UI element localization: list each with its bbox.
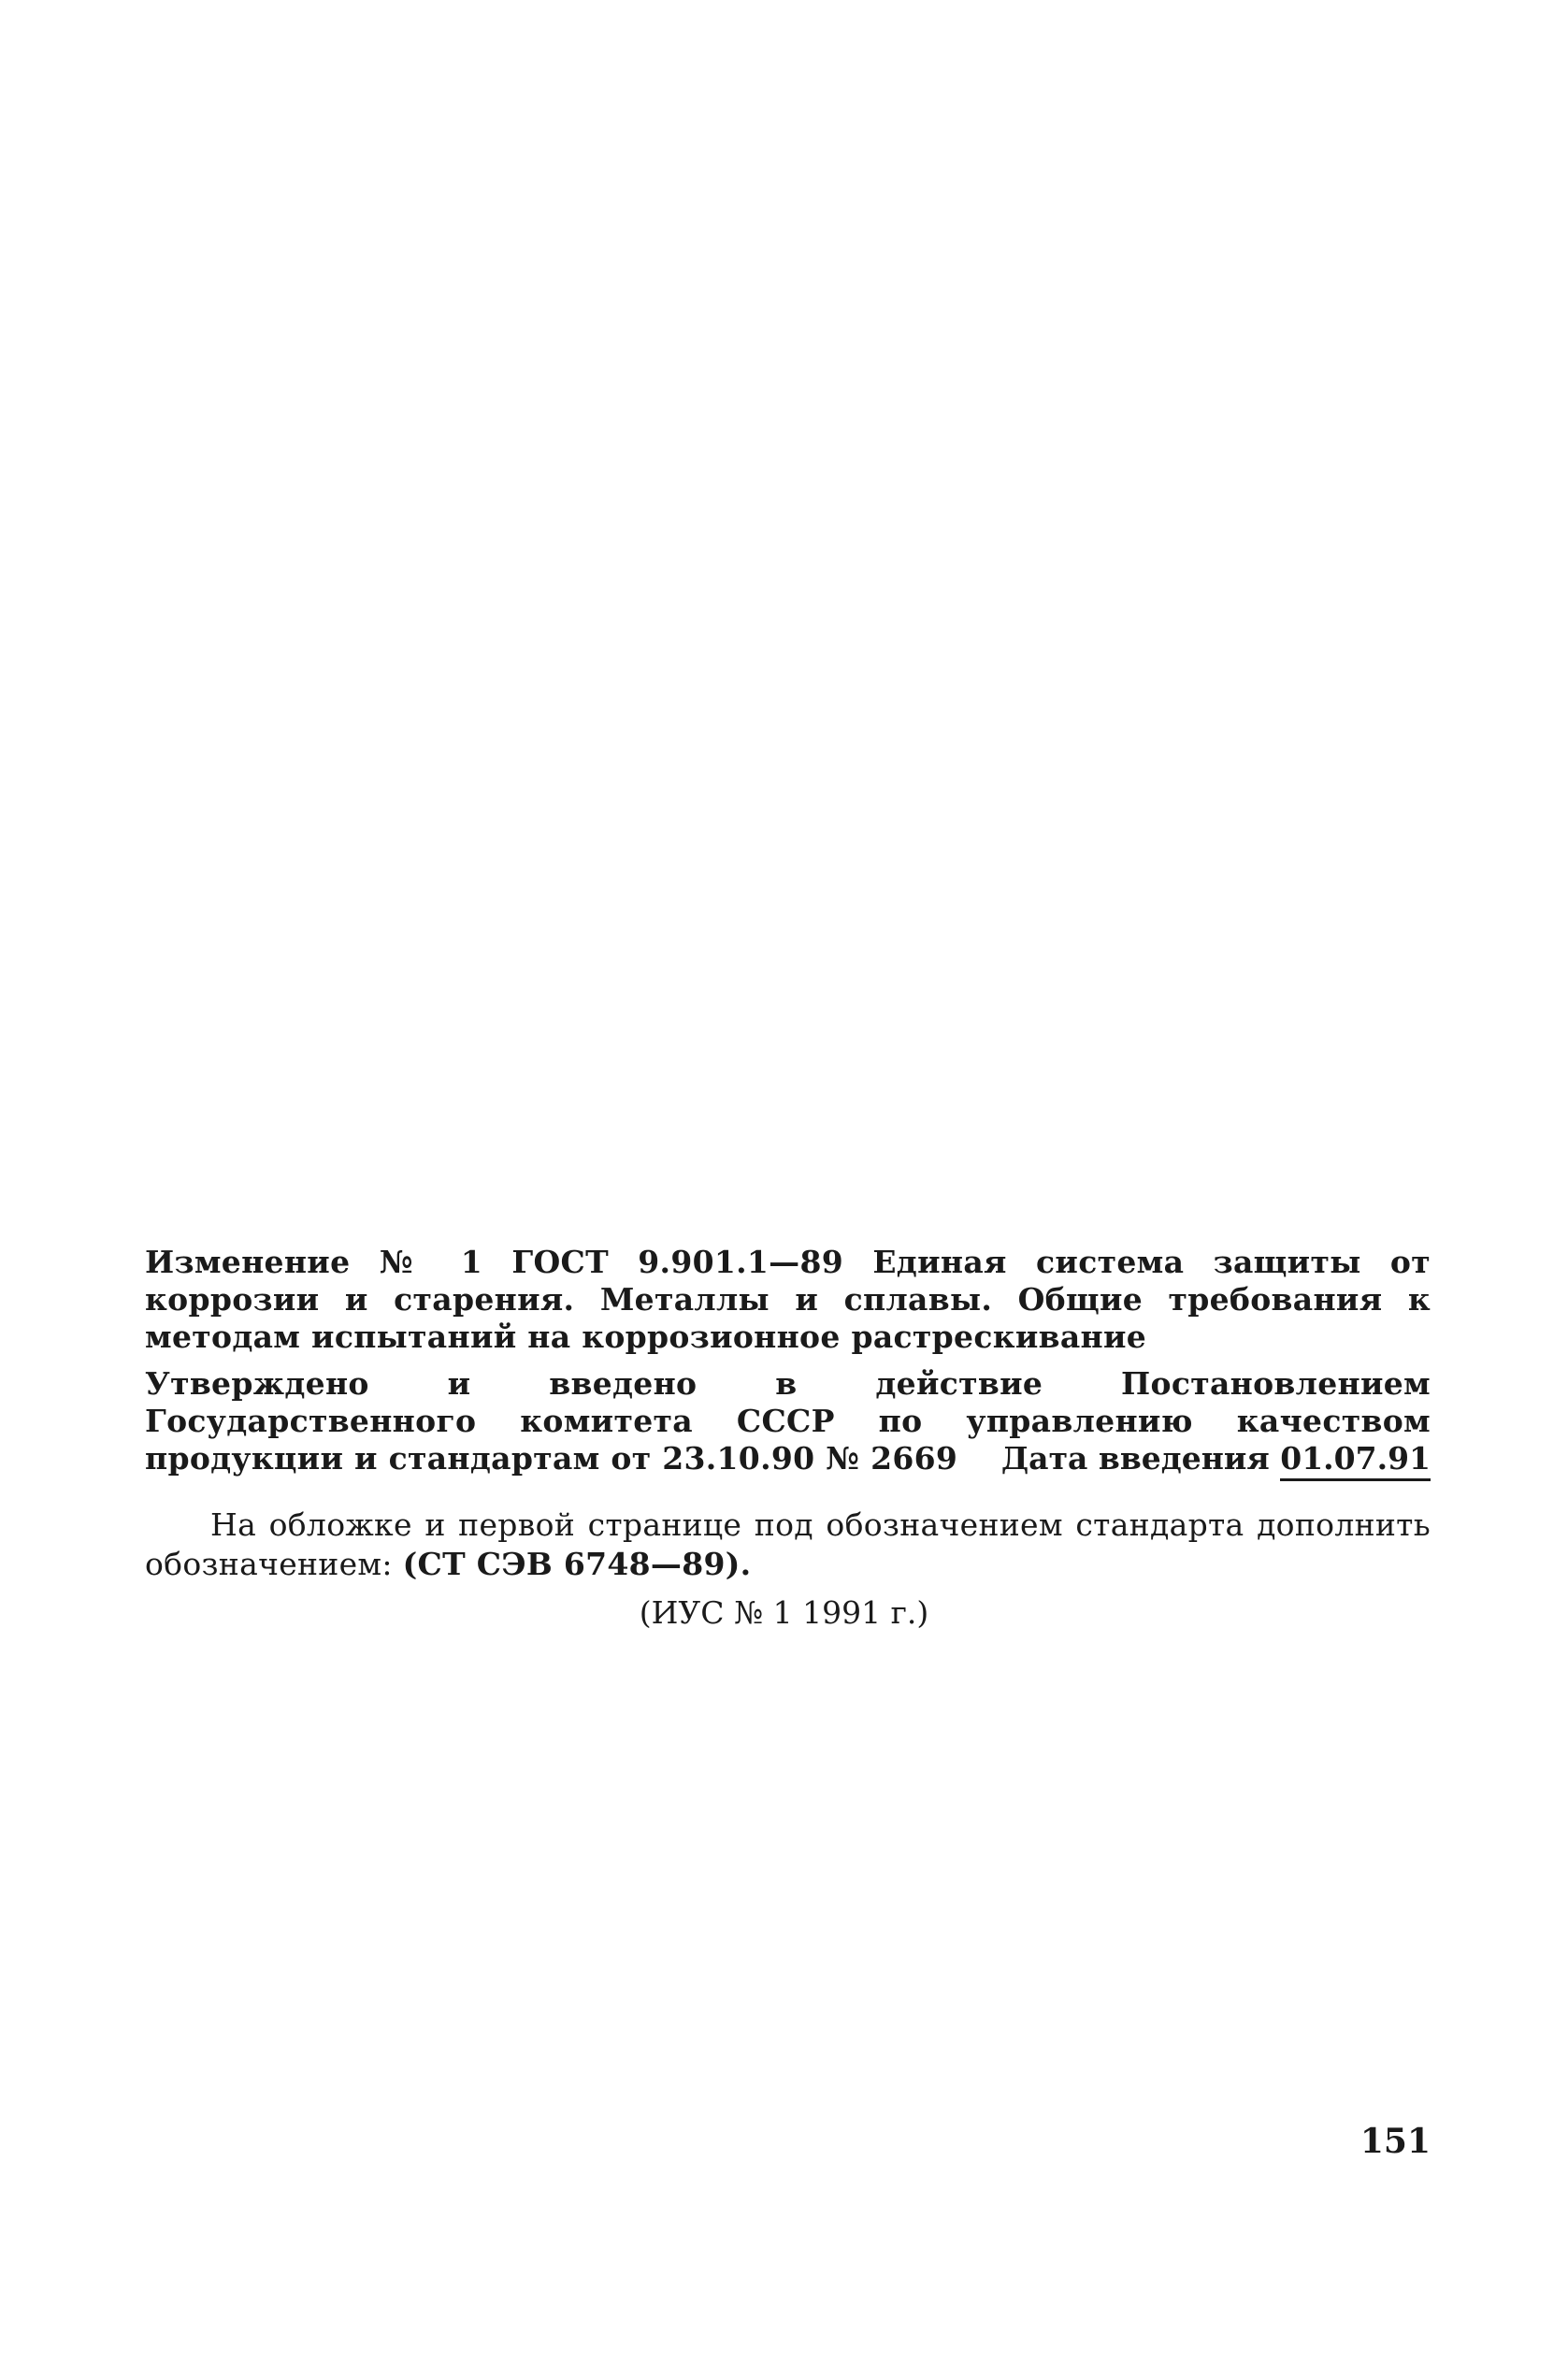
amendment-body-text: На обложке и первой странице под обозначением стандарта дополнить обозначением: [145, 1506, 1431, 1582]
page-number: 151 [1359, 2122, 1431, 2161]
amendment-heading: Изменение № 1 ГОСТ 9.901.1—89 Единая система защиты от коррозии и старения. Металлы и сплавы. Общие требования к методам испытаний на коррозионное растрескивание [145, 1244, 1431, 1355]
introduction-date [1001, 1440, 1431, 1477]
amendment-body [145, 1506, 1431, 1584]
introduction-date-value: 01.07.91 [1280, 1440, 1431, 1481]
introduction-date-label: Дата введения [1000, 1440, 1270, 1477]
approval-statement: Утверждено и введено в действие Постановлением Государственного комитета СССР по управлению качеством продукции и стандартам от 23.10.90 № 2669 [145, 1365, 1431, 1477]
source-reference: (ИУС № 1 1991 г.) [639, 1594, 929, 1631]
amendment-standard-reference: (СТ СЭВ 6748—89). [402, 1546, 752, 1582]
